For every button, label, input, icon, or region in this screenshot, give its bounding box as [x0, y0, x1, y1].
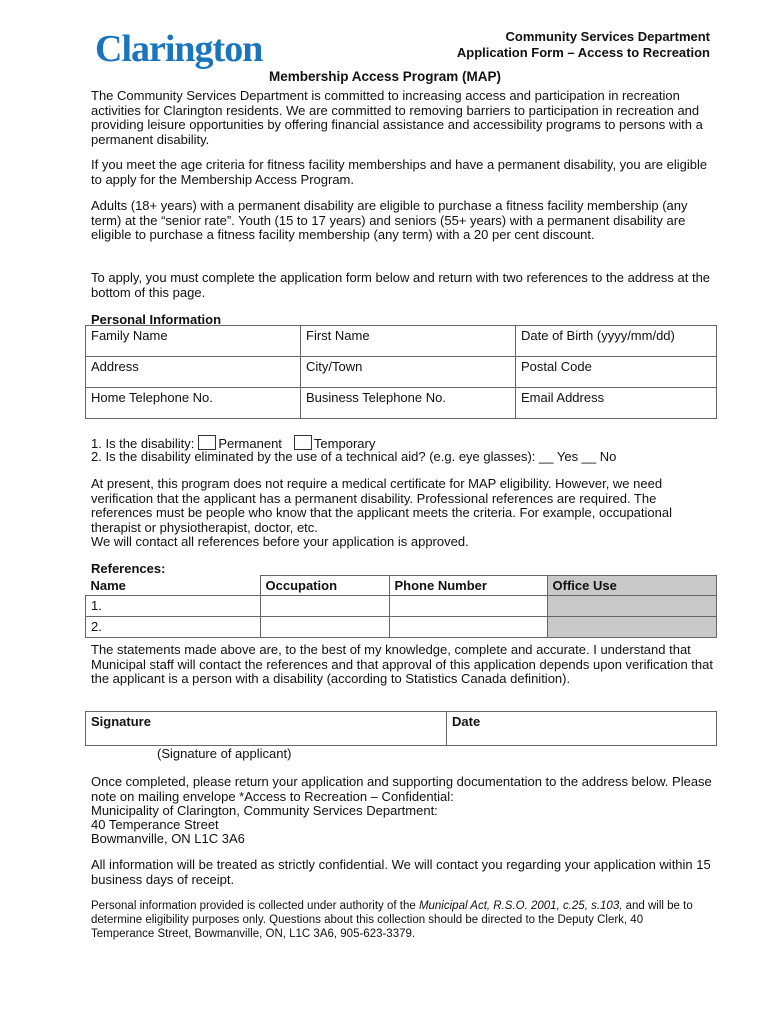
- return-address-line-1: Municipality of Clarington, Community Services Department:: [91, 803, 438, 818]
- references-heading: References:: [91, 561, 166, 576]
- question-1-text: 1. Is the disability:: [91, 436, 195, 451]
- address-field[interactable]: Address: [86, 357, 301, 388]
- temporary-label: Temporary: [313, 436, 376, 451]
- intro-paragraph-1: The Community Services Department is committed to increasing access and participation in recreation activities for Clarington residents. We are committed to removing barriers to participation in recreation and providing leisure opportunities by offering financial assistance and accessibility programs to persons with a permanent disability.: [91, 88, 703, 147]
- postal-code-field[interactable]: Postal Code: [516, 357, 717, 388]
- return-instructions: Once completed, please return your application and supporting documentation to the address below. Please note on mailing envelope *Access to Recreation – Confidential:: [91, 774, 712, 804]
- ref-2-occupation[interactable]: [260, 617, 389, 638]
- intro-paragraph-2: If you meet the age criteria for fitness facility memberships and have a permanent disability, you are eligible to apply for the Membership Access Program.: [91, 157, 708, 187]
- signature-caption: (Signature of applicant): [157, 746, 292, 761]
- ref-2-phone[interactable]: [389, 617, 547, 638]
- form-header: [457, 29, 710, 61]
- verification-paragraph: At present, this program does not require a medical certificate for MAP eligibility. However, we need verification that the applicant has a permanent disability. Professional references are required. The references must be people who know that the applicant meets the criteria. For example, occupational therapist or physiotherapist, doctor, etc.: [91, 476, 672, 535]
- ref-1-office-use: [547, 596, 717, 617]
- personal-info-table: [85, 325, 717, 419]
- personal-info-heading: Personal Information: [91, 312, 222, 327]
- verification-note: We will contact all references before your application is approved.: [91, 534, 469, 549]
- form-name: Application Form – Access to Recreation: [456, 45, 710, 60]
- privacy-notice: [91, 899, 701, 941]
- privacy-prefix: Personal information provided is collected under authority of the: [91, 900, 419, 912]
- business-phone-field[interactable]: Business Telephone No.: [301, 388, 516, 419]
- intro-paragraph-3: Adults (18+ years) with a permanent disability are eligible to purchase a fitness facility membership (any term) at the “senior rate”. Youth (15 to 17 years) and seniors (55+ years) with a permanent disability are eligible to purchase a fitness facility membership (any term) with a 20 per cent discount.: [91, 198, 688, 243]
- email-field[interactable]: Email Address: [516, 388, 717, 419]
- ref-col-office-use: Office Use: [547, 576, 717, 596]
- home-phone-field[interactable]: Home Telephone No.: [86, 388, 301, 419]
- ref-col-occupation: Occupation: [260, 576, 389, 596]
- temporary-checkbox[interactable]: [294, 435, 312, 450]
- ref-1-phone[interactable]: [389, 596, 547, 617]
- confidentiality-note: All information will be treated as strictly confidential. We will contact you regarding your application within 15 business days of receipt.: [91, 857, 711, 887]
- department-name: Community Services Department: [505, 29, 710, 44]
- permanent-label: Permanent: [218, 436, 282, 451]
- ref-1-name[interactable]: 1.: [86, 596, 261, 617]
- clarington-logo: Clarington: [95, 28, 263, 70]
- city-field[interactable]: City/Town: [301, 357, 516, 388]
- date-field[interactable]: Date: [447, 712, 717, 746]
- date-of-birth-field[interactable]: Date of Birth (yyyy/mm/dd): [516, 326, 717, 357]
- ref-col-phone: Phone Number: [389, 576, 547, 596]
- statement-paragraph: The statements made above are, to the best of my knowledge, complete and accurate. I understand that Municipal staff will contact the references and that approval of this application depends upon verification that the applicant is a person with a disability (according to Statistics Canada definition).: [91, 642, 713, 687]
- family-name-field[interactable]: Family Name: [86, 326, 301, 357]
- signature-table: [85, 711, 717, 746]
- privacy-suffix: and will be to determine eligibility purposes only. Questions about this collection should be directed to the Deputy Clerk, 40 Temperance Street, Bowmanville, ON, L1C 3A6, 905-623-3379.: [91, 900, 693, 940]
- ref-2-name[interactable]: 2.: [86, 617, 261, 638]
- ref-col-name: Name: [86, 576, 261, 596]
- intro-paragraph-4: To apply, you must complete the application form below and return with two references to the address at the bottom of this page.: [91, 270, 711, 300]
- ref-1-occupation[interactable]: [260, 596, 389, 617]
- references-table: [85, 575, 717, 638]
- first-name-field[interactable]: First Name: [301, 326, 516, 357]
- signature-field[interactable]: Signature: [86, 712, 447, 746]
- return-address-line-2: 40 Temperance Street: [91, 817, 219, 832]
- ref-2-office-use: [547, 617, 717, 638]
- permanent-checkbox[interactable]: [198, 435, 216, 450]
- question-2: 2. Is the disability eliminated by the use of a technical aid? (e.g. eye glasses): __ Yes __ No: [91, 449, 617, 464]
- return-address-line-3: Bowmanville, ON L1C 3A6: [91, 831, 245, 846]
- page-title: Membership Access Program (MAP): [268, 69, 502, 84]
- privacy-act: Municipal Act, R.S.O. 2001, c.25, s.103,: [418, 900, 623, 912]
